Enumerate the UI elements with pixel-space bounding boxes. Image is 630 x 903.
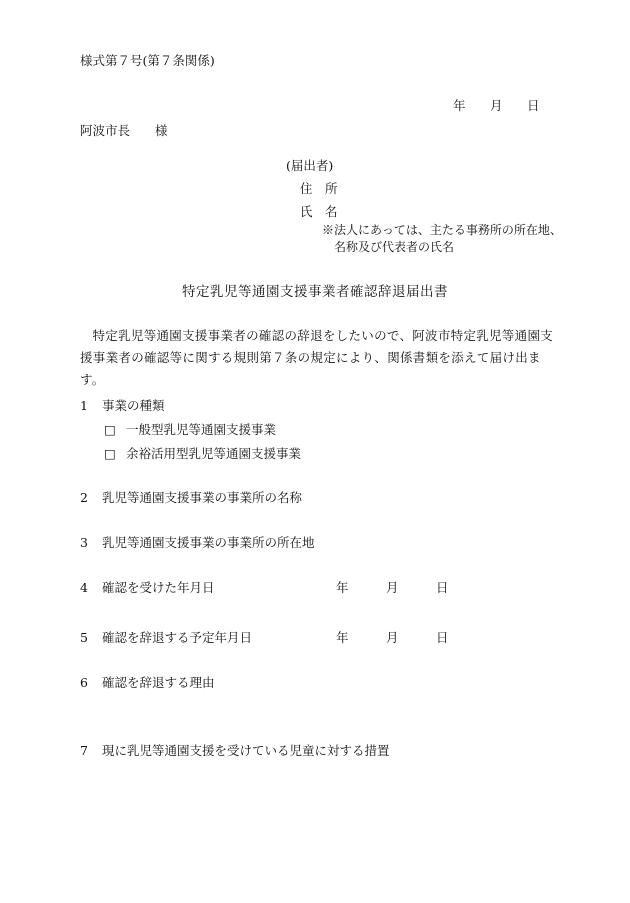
applicant-note-line1: ※法人にあっては、主たる事務所の所在地、 — [322, 223, 562, 237]
submission-date — [453, 100, 540, 113]
date-month-label: 月 — [490, 98, 503, 113]
applicant-note-line2: 名称及び代表者の氏名 — [322, 240, 455, 254]
section-7-number: 7 — [80, 743, 88, 758]
option-surplus-type[interactable] — [104, 448, 301, 461]
checkbox-icon[interactable]: □ — [104, 422, 116, 437]
option-general-type[interactable] — [104, 424, 276, 437]
section-4-label: 確認を受けた年月日 — [102, 580, 215, 595]
section-6 — [80, 677, 215, 690]
section-3 — [80, 537, 315, 550]
section-5-label: 確認を辞退する予定年月日 — [102, 630, 253, 645]
applicant-address-label: 住 所 — [300, 181, 338, 196]
section-4-year: 年 — [336, 580, 349, 595]
document-title: 特定乳児等通園支援事業者確認辞退届出書 — [182, 284, 448, 300]
applicant-heading: (届出者) — [286, 158, 334, 173]
section-3-number: 3 — [80, 535, 88, 550]
checkbox-icon[interactable]: □ — [104, 446, 116, 461]
section-5-date — [336, 632, 486, 645]
section-2-number: 2 — [80, 490, 88, 505]
form-number: 様式第７号(第７条関係) — [80, 53, 215, 68]
addressee: 阿波市長 様 — [80, 123, 168, 138]
applicant-note — [322, 222, 562, 256]
section-5-day: 日 — [436, 630, 449, 645]
section-6-label: 確認を辞退する理由 — [102, 675, 215, 690]
section-2 — [80, 492, 302, 505]
option-label: 一般型乳児等通園支援事業 — [126, 422, 277, 437]
section-6-number: 6 — [80, 675, 88, 690]
body-paragraph: 特定乳児等通園支援事業者の確認の辞退をしたいので、阿波市特定乳児等通園支援事業者の確認等に関する規則第７条の規定により、関係書類を添えて届け出ます。 — [80, 328, 554, 387]
section-1-label: 事業の種類 — [102, 398, 165, 413]
section-4-date — [336, 582, 486, 595]
date-day-label: 日 — [527, 98, 540, 113]
section-7-label: 現に乳児等通園支援を受けている児童に対する措置 — [102, 743, 390, 758]
section-2-label: 乳児等通園支援事業の事業所の名称 — [102, 490, 303, 505]
section-1-number: 1 — [80, 398, 88, 413]
section-5-year: 年 — [336, 630, 349, 645]
date-year-label: 年 — [453, 98, 466, 113]
section-4-month: 月 — [386, 580, 399, 595]
section-7 — [80, 745, 390, 758]
section-4-number: 4 — [80, 580, 88, 595]
section-5 — [80, 632, 252, 645]
option-label: 余裕活用型乳児等通園支援事業 — [126, 446, 302, 461]
section-4-day: 日 — [436, 580, 449, 595]
applicant-name-label: 氏 名 — [300, 204, 338, 219]
section-5-month: 月 — [386, 630, 399, 645]
section-3-label: 乳児等通園支援事業の事業所の所在地 — [102, 535, 315, 550]
section-5-number: 5 — [80, 630, 88, 645]
section-4 — [80, 582, 215, 595]
section-1 — [80, 400, 165, 413]
